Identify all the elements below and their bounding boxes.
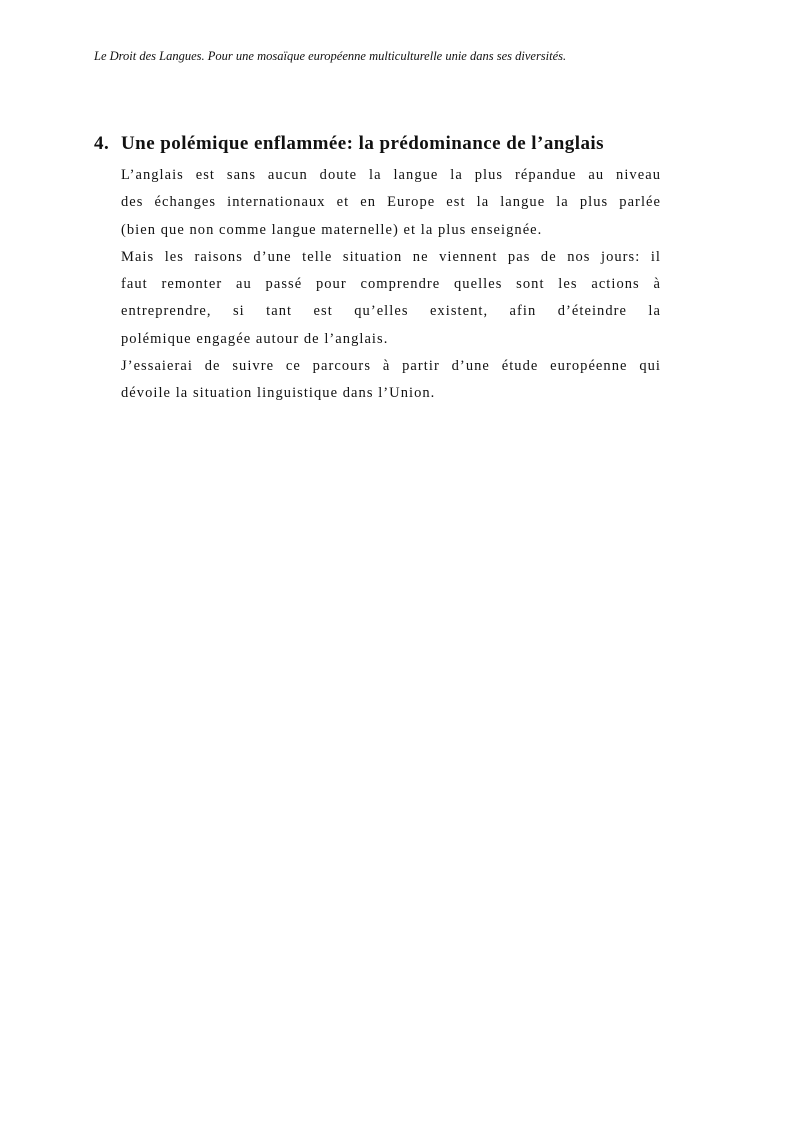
text-line: (bien que non comme langue maternelle) et la plus enseignée. — [121, 221, 543, 238]
text-line: L’anglais est sans aucun doute la langue la plus répandue au niveau — [121, 167, 661, 183]
section-title: Une polémique enflammée: la prédominance de l’anglais — [121, 133, 604, 154]
running-header: Le Droit des Langues. Pour une mosaïque européenne multiculturelle unie dans ses diversités. — [94, 49, 567, 63]
paragraph-english-spread — [121, 162, 661, 244]
text-line: dévoile la situation linguistique dans l’Union. — [121, 385, 436, 402]
paragraph-study-route — [121, 353, 661, 408]
section-number: 4. — [94, 133, 110, 154]
body-text — [121, 162, 661, 408]
section-heading — [94, 132, 714, 156]
text-line: des échanges internationaux et en Europe est la langue la plus parlée — [121, 194, 661, 211]
text-line: Mais les raisons d’une telle situation ne viennent pas de nos jours: il — [121, 248, 661, 265]
text-line: J’essaierai de suivre ce parcours à partir d’une étude européenne qui — [121, 358, 661, 375]
paragraph-historical-reasons — [121, 244, 661, 353]
text-line: faut remonter au passé pour comprendre quelles sont les actions à — [121, 276, 661, 293]
text-line: polémique engagée autour de l’anglais. — [121, 330, 389, 347]
text-line: entreprendre, si tant est qu’elles existent, afin d’éteindre la — [121, 303, 661, 320]
